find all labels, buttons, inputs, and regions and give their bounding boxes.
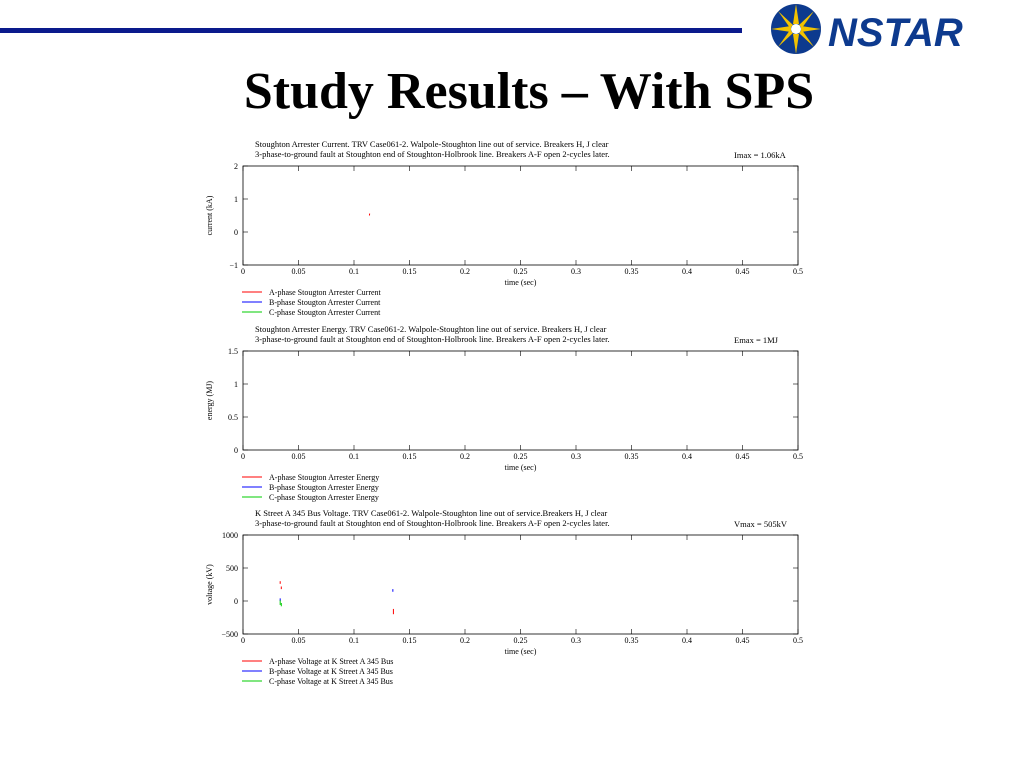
chart-3-x-tick-label: 0.15 — [402, 636, 417, 645]
chart-2-x-tick-label: 0.15 — [402, 452, 417, 461]
chart-3-x-tick-label: 0.4 — [682, 636, 692, 645]
chart-3-y-axis-label: voltage (kV) — [205, 564, 214, 605]
nstar-logo — [766, 2, 1016, 58]
chart-3-x-tick-label: 0.45 — [735, 636, 750, 645]
chart-2-x-tick-label: 0.1 — [349, 452, 359, 461]
chart-1-title: Stoughton Arrester Current. TRV Case061-2. Walpole-Stoughton line out of service. Breakers H, J clear — [255, 139, 609, 149]
chart-3-y-tick-label: −500 — [221, 630, 238, 639]
chart-1-x-tick-label: 0.05 — [291, 267, 306, 276]
chart-3-x-tick-label: 0 — [241, 636, 245, 645]
chart-2-subtitle: 3-phase-to-ground fault at Stoughton end of Stoughton-Holbrook line. Breakers A-F open 2-cycles later. — [255, 334, 610, 344]
chart-3-y-tick-label: 0 — [234, 597, 238, 606]
chart-1-x-tick-label: 0.1 — [349, 267, 359, 276]
chart-1-x-axis-label: time (sec) — [504, 278, 537, 287]
chart-3-y-tick-label: 1000 — [222, 531, 238, 540]
sun-icon — [771, 4, 821, 54]
chart-2-x-tick-label: 0 — [241, 452, 245, 461]
chart-1-x-tick-label: 0.4 — [682, 267, 692, 276]
chart-1-y-tick-label: 1 — [234, 195, 238, 204]
chart-2-x-tick-label: 0.05 — [291, 452, 306, 461]
chart-2-annotation: Emax = 1MJ — [734, 335, 778, 345]
chart-3-title: K Street A 345 Bus Voltage. TRV Case061-2. Walpole-Stoughton line out of service.Breakers H, J clear — [255, 508, 608, 518]
chart-3-x-tick-label: 0.5 — [793, 636, 803, 645]
chart-1-x-tick-label: 0.25 — [513, 267, 528, 276]
chart-1-x-tick-label: 0.35 — [624, 267, 639, 276]
header-rule — [0, 28, 742, 33]
chart-3-legend-label: A-phase Voltage at K Street A 345 Bus — [269, 657, 394, 666]
chart-3-plot-frame — [243, 535, 798, 634]
chart-2-y-tick-label: 0.5 — [228, 413, 238, 422]
chart-1-x-tick-label: 0.2 — [460, 267, 470, 276]
chart-1-y-tick-label: 0 — [234, 228, 238, 237]
chart-3-x-tick-label: 0.35 — [624, 636, 639, 645]
chart-1-x-tick-label: 0.15 — [402, 267, 417, 276]
chart-3-x-tick-label: 0.3 — [571, 636, 581, 645]
chart-2-legend-label: A-phase Stougton Arrester Energy — [269, 473, 380, 482]
chart-3-annotation: Vmax = 505kV — [734, 519, 787, 529]
chart-1-subtitle: 3-phase-to-ground fault at Stoughton end of Stoughton-Holbrook line. Breakers A-F open 2-cycles later. — [255, 149, 610, 159]
logo-wordmark: NSTAR — [828, 11, 963, 55]
chart-2-plot-frame — [243, 351, 798, 450]
chart-2-x-tick-label: 0.35 — [624, 452, 639, 461]
chart-2-legend-label: C-phase Stougton Arrester Energy — [269, 493, 379, 502]
chart-2-y-tick-label: 1 — [234, 380, 238, 389]
chart-2-x-axis-label: time (sec) — [504, 463, 537, 472]
chart-1-x-tick-label: 0 — [241, 267, 245, 276]
chart-2-x-tick-label: 0.4 — [682, 452, 692, 461]
chart-2-y-axis-label: energy (MJ) — [205, 380, 214, 421]
chart-1-legend-label: A-phase Stougton Arrester Current — [269, 288, 381, 297]
chart-1-x-tick-label: 0.3 — [571, 267, 581, 276]
chart-3-x-tick-label: 0.1 — [349, 636, 359, 645]
chart-1-x-tick-label: 0.45 — [735, 267, 750, 276]
chart-2-x-tick-label: 0.45 — [735, 452, 750, 461]
chart-1-y-tick-label: 2 — [234, 162, 238, 171]
chart-3-x-tick-label: 0.2 — [460, 636, 470, 645]
chart-3-x-tick-label: 0.25 — [513, 636, 528, 645]
chart-2-x-tick-label: 0.2 — [460, 452, 470, 461]
chart-3-legend-label: C-phase Voltage at K Street A 345 Bus — [269, 677, 393, 686]
chart-3-x-axis-label: time (sec) — [504, 647, 537, 656]
chart-2-legend-label: B-phase Stougton Arrester Energy — [269, 483, 379, 492]
chart-1-legend-label: C-phase Stougton Arrester Current — [269, 308, 381, 317]
chart-1-annotation: Imax = 1.06kA — [734, 150, 786, 160]
chart-3-y-tick-label: 500 — [226, 564, 238, 573]
chart-1-legend-label: B-phase Stougton Arrester Current — [269, 298, 381, 307]
chart-1-plot-frame — [243, 166, 798, 265]
chart-1-y-tick-label: −1 — [229, 261, 238, 270]
chart-2-x-tick-label: 0.5 — [793, 452, 803, 461]
chart-3-legend-label: B-phase Voltage at K Street A 345 Bus — [269, 667, 393, 676]
chart-1-x-tick-label: 0.5 — [793, 267, 803, 276]
charts-area — [190, 134, 820, 704]
chart-3-subtitle: 3-phase-to-ground fault at Stoughton end of Stoughton-Holbrook line. Breakers A-F open 2-cycles later. — [255, 518, 610, 528]
chart-2-title: Stoughton Arrester Energy. TRV Case061-2. Walpole-Stoughton line out of service. Breakers H, J clear — [255, 324, 607, 334]
chart-1-y-axis-label: current (kA) — [205, 195, 214, 236]
slide-title: Study Results – With SPS — [243, 63, 815, 120]
chart-2-x-tick-label: 0.3 — [571, 452, 581, 461]
chart-3-x-tick-label: 0.05 — [291, 636, 306, 645]
chart-2-x-tick-label: 0.25 — [513, 452, 528, 461]
chart-2-y-tick-label: 1.5 — [228, 347, 238, 356]
chart-2-y-tick-label: 0 — [234, 446, 238, 455]
